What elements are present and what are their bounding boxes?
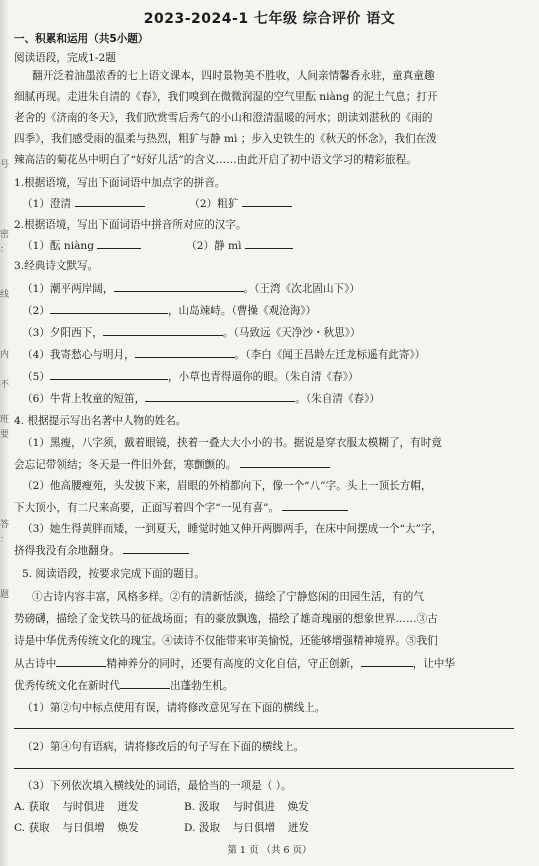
- poem-item: [22, 303, 529, 318]
- answer-line[interactable]: [14, 728, 514, 729]
- option-d[interactable]: [184, 821, 529, 835]
- answer-blank[interactable]: [50, 369, 168, 380]
- q4-text-part: 下大顶小，有二尺来高要，正面写着四个字“一见有喜”。: [14, 502, 280, 514]
- option-word: 焕发: [287, 801, 309, 813]
- option-key: C. 获取: [14, 822, 50, 834]
- q5-para-line: [14, 678, 529, 693]
- poem-prefix: （2）: [22, 305, 50, 317]
- reading-line: 细腻再现。走进朱自清的《春》，我们嗅到在微微润湿的空气里酝 niàng 的泥土气息；打开: [14, 91, 438, 103]
- q5-text: 优秀传统文化在新时代: [14, 680, 120, 692]
- poem-item: [22, 347, 529, 362]
- poem-prefix: （6）牛背上牧童的短笛，: [22, 393, 146, 405]
- option-word: 焕发: [117, 822, 139, 834]
- q5-text: 出蓬勃生机。: [169, 680, 234, 692]
- answer-blank[interactable]: [135, 347, 235, 358]
- answer-blank[interactable]: [282, 500, 348, 511]
- answer-blank[interactable]: [75, 196, 145, 207]
- margin-char: 线: [0, 290, 10, 300]
- margin-char: 要: [0, 430, 10, 440]
- answer-blank[interactable]: [103, 325, 223, 336]
- q5-text: 从古诗中: [14, 658, 57, 670]
- q5-sub-1: （1）第②句中标点使用有误，请将修改意见写在下面的横线上。: [22, 702, 326, 714]
- answer-blank[interactable]: [50, 303, 168, 314]
- answer-blank[interactable]: [245, 238, 293, 249]
- margin-char: 不: [0, 380, 10, 390]
- q2-item-a: （1）酝 niàng: [22, 240, 95, 252]
- question-3-stem: 3.经典诗文默写。: [14, 260, 99, 272]
- answer-blank[interactable]: [361, 656, 413, 667]
- exam-title: 2023-2024-1 七年级 综合评价 语文: [143, 11, 396, 27]
- option-b[interactable]: [184, 800, 529, 814]
- poem-prefix: （1）潮平两岸阔，: [22, 283, 114, 295]
- margin-char: 密: [0, 230, 10, 240]
- question-1-stem: 1.根据语境，写出下面词语中加点字的拼音。: [14, 177, 226, 189]
- q5-para-line: ①古诗内容丰富，风格多样。②有的清新恬淡，描绘了宁静悠闲的田园生活，有的气: [32, 591, 424, 603]
- option-key: B. 汲取: [184, 801, 220, 813]
- poem-source: 。（马致远《天净沙・秋思》）: [222, 327, 361, 339]
- margin-char: ：: [0, 535, 10, 545]
- reading-line: 四季》，我们感受雨的温柔与热烈，粗犷与静 mì ；步入史铁生的《秋天的怀念》，我们在泼: [14, 133, 437, 145]
- poem-prefix: （5）: [22, 371, 50, 383]
- q2-item-b: （2）静 mì: [186, 240, 242, 252]
- answer-blank[interactable]: [123, 543, 189, 554]
- margin-char: 号: [0, 160, 10, 170]
- q5-para-line: [14, 656, 529, 671]
- answer-blank[interactable]: [145, 391, 295, 402]
- answer-blank[interactable]: [120, 678, 170, 689]
- answer-blank[interactable]: [240, 457, 330, 468]
- poem-source: 。（朱自清《春》）: [295, 393, 381, 405]
- option-phrase: 与时俱进: [232, 801, 275, 813]
- q5-sub-2: （2）第④句有语病，请将修改后的句子写在下面的横线上。: [22, 741, 305, 753]
- q4-text-part: 会忘记带领结；冬天是一件旧外套，寒颤颤的。: [14, 459, 237, 471]
- q4-text: （2）他高腰瘦苑，头发披下来，眉眼的外梢都向下，像一个“八”字。头上一顶长方帽，: [22, 480, 432, 492]
- poem-text: ，山岛竦峙。: [167, 305, 232, 317]
- option-key: A. 获取: [14, 801, 50, 813]
- question-1-items: [22, 196, 529, 211]
- poem-source: 。（李白《闻王昌龄左迁龙标遥有此寄》）: [234, 349, 426, 361]
- margin-char: ：: [0, 245, 10, 255]
- q5-para-line: 势磅礴，描绘了金戈铁马的征战场面；有的豪放飘逸，描绘了雄奇瑰丽的想象世界……③古: [14, 613, 438, 625]
- poem-item: [22, 369, 529, 384]
- option-phrase: 与时俱进: [62, 801, 105, 813]
- question-5-stem: 5. 阅读语段，按要求完成下面的题目。: [22, 568, 205, 580]
- poem-text: ，小草也青得逼你的眼。: [167, 371, 285, 383]
- margin-char: 内: [0, 350, 10, 360]
- q4-text: [14, 457, 529, 472]
- margin-char: 班: [0, 415, 10, 425]
- question-2-items: [22, 238, 529, 253]
- poem-item: [22, 281, 529, 296]
- poem-source: （朱自清《春》）: [284, 371, 359, 383]
- q4-text: （1）黑瘦，八字须，戴着眼镜，挟着一叠大大小小的书。据说是穿衣服太模糊了，有时竟: [22, 437, 442, 449]
- q4-text: [14, 543, 529, 558]
- q5-sub-3: （3）下列依次填入横线处的词语，最恰当的一项是（ ）。: [22, 780, 292, 792]
- option-word: 迸发: [287, 822, 310, 834]
- answer-line[interactable]: [14, 768, 514, 769]
- option-phrase: 与日俱增: [232, 822, 276, 834]
- q5-para-line: 诗是中华优秀传统文化的瑰宝。④读诗不仅能带来审美愉悦，还能够增强精神境界。⑤我们: [14, 635, 438, 647]
- answer-blank[interactable]: [114, 281, 244, 292]
- section-heading: 一、积累和运用（共5小题）: [14, 33, 149, 45]
- poem-item: [22, 391, 529, 406]
- poem-prefix: （4）我寄愁心与明月，: [22, 349, 135, 361]
- q4-text-part: 挤得我没有余地翻身。: [14, 545, 120, 557]
- reading-intro: 阅读语段，完成1-2题: [14, 52, 116, 64]
- page-footer: 第 1 页 （共 6 页）: [227, 845, 312, 856]
- margin-char: 题: [0, 590, 10, 600]
- poem-prefix: （3）夕阳西下，: [22, 327, 103, 339]
- q5-text: 精神养分的同时，还要有高度的文化自信，守正创新，: [106, 658, 361, 670]
- q1-item-a: （1）澄清: [22, 198, 72, 210]
- q1-item-b: （2）粗犷: [189, 198, 239, 210]
- q4-text: （3）她生得黄胖而矮，一到夏天，睡觉时她又伸开两脚两手，在床中间摆成一个“大”字，: [22, 523, 443, 535]
- option-word: 迸发: [117, 801, 139, 813]
- answer-blank[interactable]: [97, 238, 141, 249]
- margin-char: 答: [0, 520, 10, 530]
- reading-line: 老舍的《济南的冬天》，我们欣赏雪后秀气的小山和澄清温暖的河水；朗读刘湛秋的《雨的: [14, 112, 433, 124]
- poem-item: [22, 325, 529, 340]
- poem-source: 。（王湾《次北固山下》）: [243, 283, 361, 295]
- answer-blank[interactable]: [56, 656, 106, 667]
- question-4-stem: 4. 根据提示写出名著中人物的姓名。: [14, 415, 187, 427]
- question-2-stem: 2.根据语境，写出下面词语中拼音所对应的汉字。: [14, 219, 247, 231]
- option-key: D. 汲取: [184, 822, 221, 834]
- reading-line: 翻开泛着油墨浓香的七上语文课本，四时景物美不胜收，人间亲情馨香永驻，童真童趣: [32, 70, 435, 82]
- q5-text: ，让中华: [412, 658, 455, 670]
- answer-blank[interactable]: [242, 196, 292, 207]
- option-phrase: 与日俱增: [62, 822, 105, 834]
- reading-line: 辣高洁的菊花丛中明白了“好好儿活”的含义……由此开启了初中语文学习的精彩旅程。: [14, 154, 417, 166]
- q4-text: [14, 500, 529, 515]
- poem-source: （曹操《观沧海》）: [231, 305, 317, 317]
